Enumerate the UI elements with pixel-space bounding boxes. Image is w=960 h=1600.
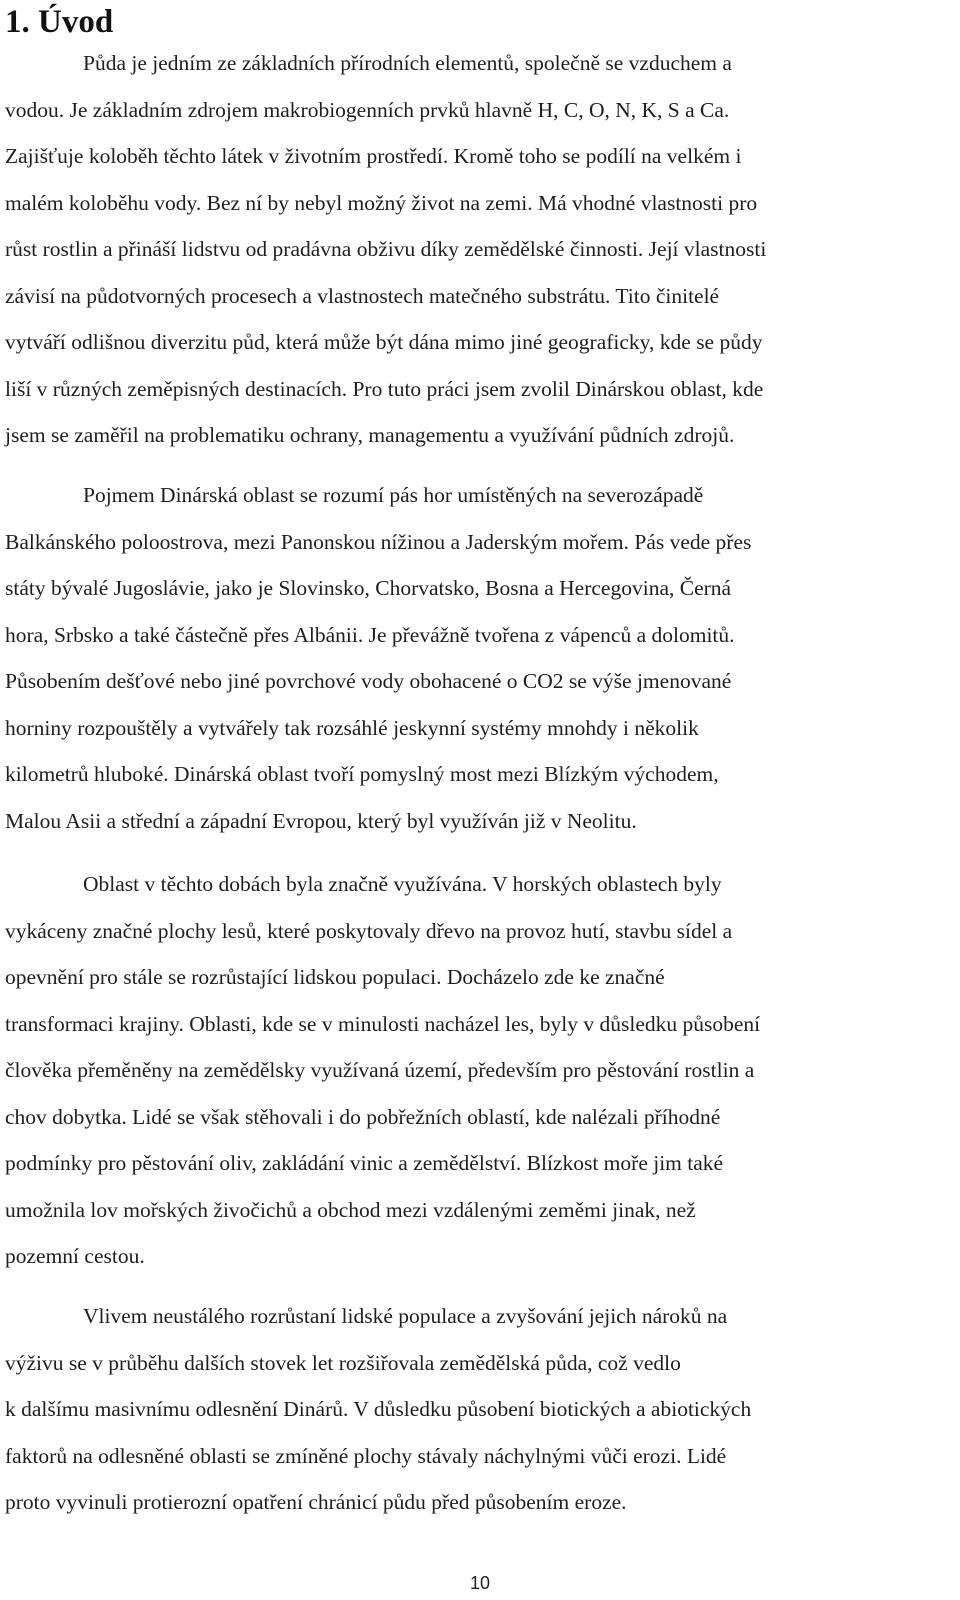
paragraph-soil-intro (5, 40, 947, 459)
text-line: faktorů na odlesněné oblasti se zmíněné plochy stávaly náchylnými vůči erozi. Lidé (5, 1443, 727, 1468)
text-line: k dalšímu masivnímu odlesnění Dinárů. V důsledku působení biotických a abiotických (5, 1397, 752, 1421)
text-line: vykáceny značné plochy lesů, které poskytovaly dřevo na provoz hutí, stavbu sídel a (5, 918, 733, 943)
text-line: opevnění pro stále se rozrůstající lidskou populaci. Docházelo zde ke značné (5, 965, 665, 989)
text-line: kilometrů hluboké. Dinárská oblast tvoří pomyslný most mezi Blízkým východem, (5, 762, 719, 786)
text-line: Pojmem Dinárská oblast se rozumí pás hor umístěných na severozápadě (83, 483, 704, 507)
text-line: Oblast v těchto dobách byla značně využívána. V horských oblastech byly (83, 872, 722, 896)
paragraph-dinaric-region (5, 472, 947, 844)
text-line: růst rostlin a přináší lidstvu od pradávna obživu díky zemědělské činnosti. Její vlastnosti (5, 237, 767, 261)
text-line: výživu se v průběhu dalších stovek let rozšiřovala zemědělská půda, což vedlo (5, 1350, 681, 1375)
text-line: umožnila lov mořských živočichů a obchod mezi vzdálenými zeměmi jinak, než (5, 1197, 696, 1222)
text-line: závisí na půdotvorných procesech a vlastnostech matečného substrátu. Tito činitelé (5, 283, 720, 308)
paragraph-deforestation-erosion (5, 1293, 947, 1526)
section-heading: 1. Úvod (5, 4, 114, 40)
text-line: transformaci krajiny. Oblasti, kde se v minulosti nacházel les, byly v důsledku působení (5, 1011, 761, 1036)
text-line: Působením dešťové nebo jiné povrchové vody obohacené o CO2 se výše jmenované (5, 669, 732, 693)
text-line: Vlivem neustálého rozrůstaní lidské populace a zvyšování jejich nároků na (83, 1304, 728, 1328)
text-line: Balkánského poloostrova, mezi Panonskou nížinou a Jaderským mořem. Pás vede přes (5, 529, 752, 554)
text-line: podmínky pro pěstování oliv, zakládání vinic a zemědělství. Blízkost moře jim také (5, 1151, 724, 1175)
page-number: 10 (469, 1573, 491, 1593)
text-line: malém koloběhu vody. Bez ní by nebyl možný život na zemi. Má vhodné vlastnosti pro (5, 190, 758, 215)
text-line: vytváří odlišnou diverzitu půd, která může být dána mimo jiné geograficky, kde se půdy (5, 330, 763, 354)
text-line: horniny rozpouštěly a vytvářely tak rozsáhlé jeskynní systémy mnohdy i několik (5, 715, 699, 740)
text-line: liší v různých zeměpisných destinacích. Pro tuto práci jsem zvolil Dinárskou oblast, kde (5, 376, 764, 401)
text-line: Malou Asii a střední a západní Evropou, který byl využíván již v Neolitu. (5, 808, 637, 833)
text-line: chov dobytka. Lidé se však stěhovali i do pobřežních oblastí, kde nalézali příhodné (5, 1104, 721, 1129)
text-line: proto vyvinuli protierozní opatření chránicí půdu před působením eroze. (5, 1490, 627, 1514)
text-line: Půda je jedním ze základních přírodních elementů, společně se vzduchem a (83, 51, 732, 75)
text-line: Zajišťuje koloběh těchto látek v životním prostředí. Kromě toho se podílí na velkém i (5, 144, 742, 168)
text-line: pozemní cestou. (5, 1244, 145, 1268)
paragraph-historic-use (5, 861, 947, 1280)
text-line: vodou. Je základním zdrojem makrobiogenních prvků hlavně H, C, O, N, K, S a Ca. (5, 97, 730, 122)
text-line: jsem se zaměřil na problematiku ochrany, managementu a využívání půdních zdrojů. (5, 423, 735, 447)
text-line: člověka přeměněny na zemědělsky využívaná území, především pro pěstování rostlin a (5, 1058, 755, 1082)
text-line: státy bývalé Jugoslávie, jako je Slovinsko, Chorvatsko, Bosna a Hercegovina, Černá (5, 576, 732, 600)
text-line: hora, Srbsko a také částečně přes Albánii. Je převážně tvořena z vápenců a dolomitů. (5, 622, 735, 647)
